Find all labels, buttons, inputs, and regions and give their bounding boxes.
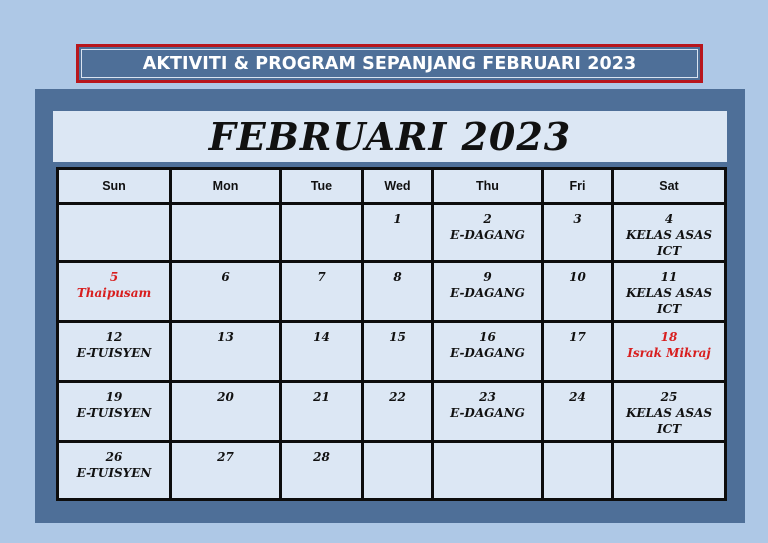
calendar-week-row: [58, 382, 726, 442]
day-event: KELAS ASAS ICT: [625, 406, 713, 436]
calendar-day-cell: [171, 382, 281, 442]
day-event: E-TUISYEN: [76, 406, 152, 420]
weekday-header: Sun: [58, 169, 171, 204]
calendar-grid: [56, 167, 727, 501]
day-number: 26: [105, 450, 123, 464]
calendar-day-cell: [58, 442, 171, 500]
day-event: E-TUISYEN: [76, 466, 152, 480]
day-number: 24: [569, 390, 586, 404]
calendar-week-row: [58, 262, 726, 322]
calendar-day-cell: [281, 382, 363, 442]
weekday-header: Wed: [363, 169, 433, 204]
day-number: 25: [660, 390, 678, 404]
weekday-header: Mon: [171, 169, 281, 204]
day-number: 15: [389, 330, 406, 344]
page-banner: [76, 44, 703, 83]
day-number: 11: [660, 270, 678, 284]
day-event: KELAS ASAS ICT: [625, 286, 713, 316]
day-number: 20: [217, 390, 234, 404]
calendar-day-cell: [543, 382, 613, 442]
calendar-day-cell: [433, 322, 543, 382]
day-number: 2: [483, 212, 492, 226]
calendar-day-cell: [433, 262, 543, 322]
banner-title: AKTIVITI & PROGRAM SEPANJANG FEBRUARI 2023: [142, 53, 637, 74]
calendar-week-row: [58, 442, 726, 500]
day-number: 9: [483, 270, 492, 284]
calendar-day-cell: [281, 204, 363, 262]
day-event: Thaipusam: [76, 286, 152, 300]
day-number: 4: [664, 212, 674, 226]
day-number: 23: [479, 390, 496, 404]
day-number: 27: [217, 450, 234, 464]
day-number: 6: [221, 270, 230, 284]
calendar-day-cell: [58, 204, 171, 262]
calendar-day-cell: [613, 204, 726, 262]
day-number: 14: [313, 330, 330, 344]
day-number: 16: [479, 330, 496, 344]
calendar-week-row: [58, 322, 726, 382]
day-number: 7: [317, 270, 326, 284]
calendar-day-cell: [281, 322, 363, 382]
day-number: 19: [105, 390, 123, 404]
calendar-day-cell: [58, 322, 171, 382]
calendar-day-cell: [363, 442, 433, 500]
calendar-day-cell: [433, 442, 543, 500]
calendar-day-cell: [171, 262, 281, 322]
day-number: 8: [393, 270, 402, 284]
calendar-day-cell: [363, 322, 433, 382]
day-number: 3: [573, 212, 582, 226]
day-number: 5: [109, 270, 119, 284]
weekday-header: Sat: [613, 169, 726, 204]
month-title: FEBRUARI 2023: [53, 111, 727, 162]
day-event: E-DAGANG: [450, 406, 525, 420]
weekday-header: Tue: [281, 169, 363, 204]
day-number: 18: [660, 330, 678, 344]
calendar-day-cell: [613, 322, 726, 382]
calendar-day-cell: [543, 322, 613, 382]
weekday-header: Thu: [433, 169, 543, 204]
day-event: KELAS ASAS ICT: [625, 228, 713, 258]
calendar-day-cell: [58, 262, 171, 322]
day-number: 22: [389, 390, 406, 404]
day-event: Israk Mikraj: [627, 346, 711, 360]
calendar-day-cell: [171, 322, 281, 382]
weekday-header: Fri: [543, 169, 613, 204]
day-event: E-DAGANG: [450, 228, 525, 242]
day-number: 13: [217, 330, 234, 344]
day-event: E-TUISYEN: [76, 346, 152, 360]
calendar-day-cell: [171, 442, 281, 500]
calendar-day-cell: [613, 442, 726, 500]
calendar-day-cell: [363, 204, 433, 262]
calendar-day-cell: [281, 262, 363, 322]
day-number: 28: [313, 450, 330, 464]
day-event: E-DAGANG: [450, 346, 525, 360]
weekday-header-row: [58, 169, 726, 204]
calendar-day-cell: [363, 382, 433, 442]
calendar-day-cell: [171, 204, 281, 262]
calendar-week-row: [58, 204, 726, 262]
calendar-body: [58, 204, 726, 500]
calendar-day-cell: [433, 204, 543, 262]
day-number: 1: [393, 212, 402, 226]
day-number: 17: [569, 330, 586, 344]
day-number: 10: [569, 270, 586, 284]
calendar-day-cell: [543, 204, 613, 262]
day-number: 21: [313, 390, 330, 404]
calendar-day-cell: [363, 262, 433, 322]
day-event: E-DAGANG: [450, 286, 525, 300]
calendar-day-cell: [543, 442, 613, 500]
calendar-day-cell: [281, 442, 363, 500]
day-number: 12: [105, 330, 123, 344]
calendar-day-cell: [58, 382, 171, 442]
calendar-day-cell: [613, 382, 726, 442]
calendar-day-cell: [433, 382, 543, 442]
calendar-day-cell: [613, 262, 726, 322]
calendar-day-cell: [543, 262, 613, 322]
